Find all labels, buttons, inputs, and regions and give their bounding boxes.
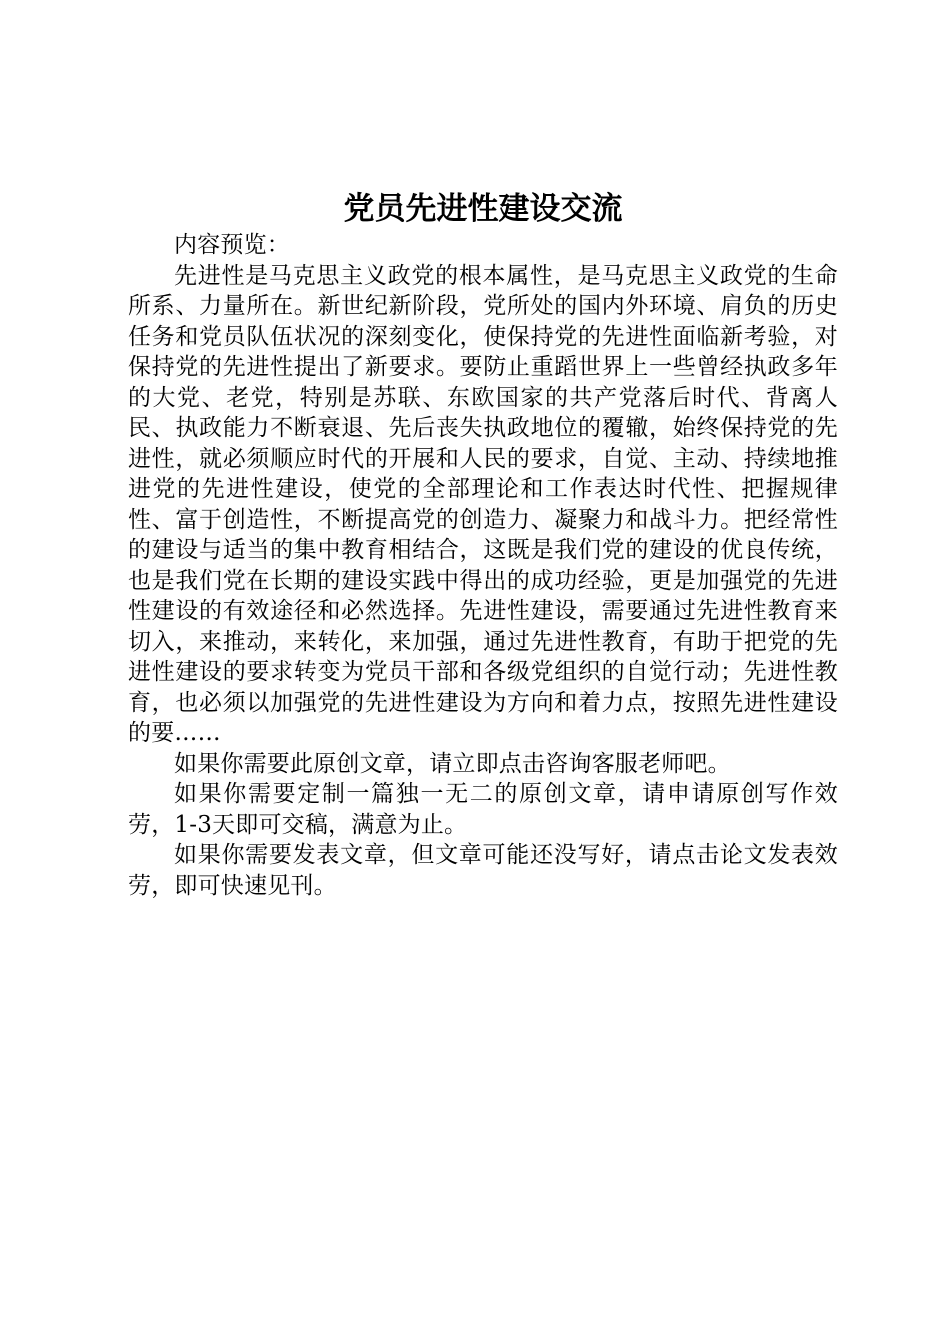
document-page xyxy=(128,0,838,901)
consult-notice: 如果你需要此原创文章，请立即点击咨询客服老师吧。 xyxy=(174,750,731,777)
custom-writing-notice: 如果你需要定制一篇独一无二的原创文章，请申请原创写作效劳，1-3天即可交稿，满意为止。 xyxy=(128,781,838,838)
preview-body: 先进性是马克思主义政党的根本属性，是马克思主义政党的生命所系、力量所在。新世纪新阶段，党所处的国内外环境、肩负的历史任务和党员队伍状况的深刻变化，使保持党的先进性面临新考验，对保持党的先进性提出了新要求。要防止重蹈世界上一些曾经执政多年的大党、老党，特别是苏联、东欧国家的共产党落后时代、背离人民、执政能力不断衰退、先后丧失执政地位的覆辙，始终保持党的先进性，就必须顺应时代的开展和人民的要求，自觉、主动、持续地推进党的先进性建设，使党的全部理论和工作表达时代性、把握规律性、富于创造性，不断提高党的创造力、凝聚力和战斗力。把经常性的建设与适当的集中教育相结合，这既是我们党的建设的优良传统，也是我们党在长期的建设实践中得出的成功经验，更是加强党的先进性建设的有效途径和必然选择。先进性建设，需要通过先进性教育来切入，来推动，来转化，来加强，通过先进性教育，有助于把党的先进性建设的要求转变为党员干部和各级党组织的自觉行动；先进性教育，也必须以加强党的先进性建设为方向和着力点，按照先进性建设的要…… xyxy=(128,262,838,746)
preview-label: 内容预览： xyxy=(174,232,290,258)
publish-notice: 如果你需要发表文章，但文章可能还没写好，请点击论文发表效劳，即可快速见刊。 xyxy=(128,842,838,899)
document-title: 党员先进性建设交流 xyxy=(343,191,623,227)
